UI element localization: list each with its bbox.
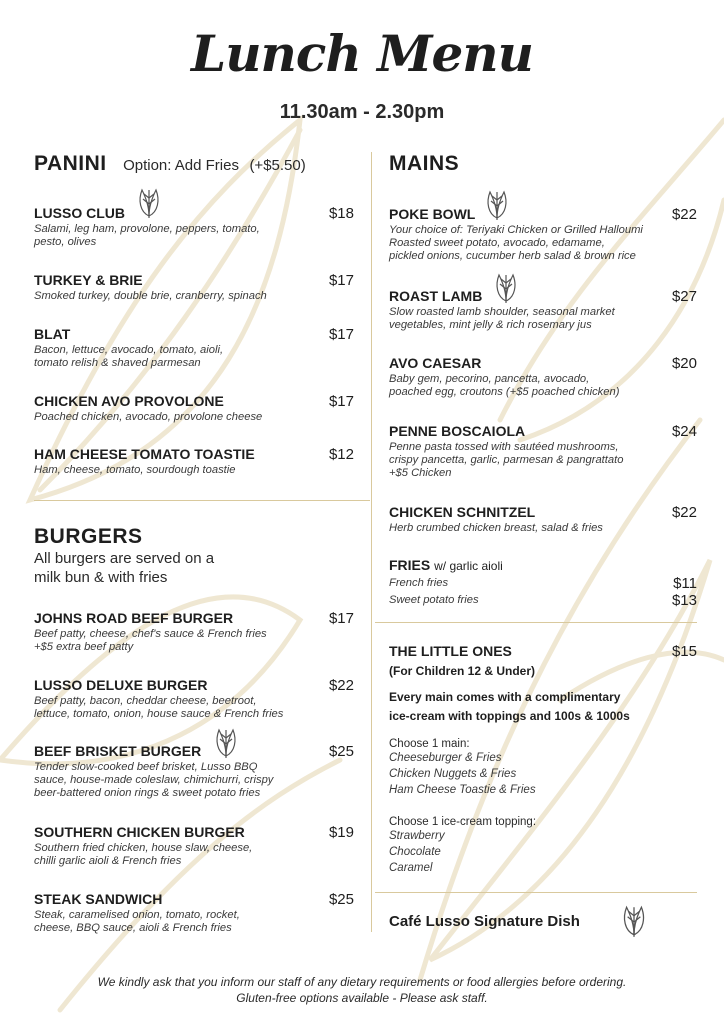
section-divider — [375, 622, 697, 623]
item-description: Tender slow-cooked beef brisket, Lusso BBQ sauce, house-made coleslaw, chimichurri, crispy beer-battered onion rings & sweet potato fries — [34, 761, 274, 799]
menu-item — [34, 272, 354, 303]
panini-option: Option: Add Fries — [123, 157, 239, 174]
item-price: $22 — [671, 206, 697, 223]
little-ones-title: THE LITTLE ONES — [389, 643, 512, 659]
item-name: BLAT — [34, 326, 71, 342]
menu-item — [34, 824, 354, 868]
item-name: PENNE BOSCAIOLA — [389, 423, 526, 439]
item-price: $17 — [328, 326, 354, 343]
item-name: AVO CAESAR — [389, 355, 482, 371]
burgers-title: BURGERS — [34, 525, 143, 548]
footer-gluten-free: Gluten-free options available - Please ask staff. — [236, 991, 488, 1005]
menu-item — [389, 355, 697, 399]
item-description: Penne pasta tossed with sautéed mushrooms, crispy pancetta, garlic, parmesan & pangrattato +$5 Chicken — [389, 441, 624, 479]
footer-allergy-notice: We kindly ask that you inform our staff of any dietary requirements or food allergies before ordering. — [97, 975, 627, 989]
item-name: ROAST LAMB — [389, 288, 483, 304]
item-description: Herb crumbed chicken breast, salad & fries — [389, 522, 603, 534]
little-ones-section — [389, 643, 697, 876]
panini-title: PANINI — [34, 152, 107, 175]
little-ones-price: $15 — [671, 643, 697, 660]
item-name: CHICKEN SCHNITZEL — [389, 504, 536, 520]
item-name: BEEF BRISKET BURGER — [34, 743, 202, 759]
page-title: Lunch Menu — [191, 24, 533, 83]
item-price: $17 — [328, 393, 354, 410]
fries-option: French fries $11 — [389, 575, 697, 592]
section-divider — [375, 892, 697, 893]
item-description: Your choice of: Teriyaki Chicken or Grilled Halloumi Roasted sweet potato, avocado, edamame, pickled onions, cucumber herb salad & brown rice — [389, 224, 643, 262]
choose-main-label: Choose 1 main: — [389, 738, 470, 750]
kids-main-list: Cheeseburger & Fries Chicken Nuggets & Fries Ham Cheese Toastie & Fries — [389, 752, 536, 796]
item-description: Poached chicken, avocado, provolone cheese — [34, 411, 263, 423]
item-name: LUSSO DELUXE BURGER — [34, 677, 208, 693]
item-description: Southern fried chicken, house slaw, cheese, chilli garlic aioli & French fries — [34, 842, 253, 867]
opening-hours: 11.30am - 2.30pm — [279, 101, 445, 123]
signature-dish-legend: Café Lusso Signature Dish — [389, 913, 580, 930]
item-description: Salami, leg ham, provolone, peppers, tomato, pesto, olives — [34, 223, 260, 248]
item-name: SOUTHERN CHICKEN BURGER — [34, 824, 245, 840]
fries-item — [389, 557, 697, 609]
item-name: CHICKEN AVO PROVOLONE — [34, 393, 224, 409]
menu-item — [389, 423, 697, 480]
item-price: $27 — [671, 288, 697, 305]
topping-list: Strawberry Chocolate Caramel — [389, 830, 445, 874]
menu-item — [34, 891, 354, 935]
item-price: $17 — [328, 610, 354, 627]
item-price: $17 — [328, 272, 354, 289]
column-divider — [371, 152, 372, 932]
item-description: Bacon, lettuce, avocado, tomato, aioli, tomato relish & shaved parmesan — [34, 344, 224, 369]
item-description: Steak, caramelised onion, tomato, rocket, cheese, BBQ sauce, aioli & French fries — [34, 909, 240, 934]
item-name: TURKEY & BRIE — [34, 272, 143, 288]
burgers-note: All burgers are served on a milk bun & with fries — [34, 550, 215, 586]
item-name: FRIES w/ garlic aioli — [389, 557, 503, 573]
panini-header — [34, 152, 306, 176]
item-description: Ham, cheese, tomato, sourdough toastie — [34, 464, 236, 476]
item-price: $25 — [328, 743, 354, 760]
item-price: $22 — [671, 504, 697, 521]
menu-item — [34, 326, 354, 370]
item-description: Baby gem, pecorino, pancetta, avocado, poached egg, croutons (+$5 poached chicken) — [389, 373, 620, 398]
menu-item — [34, 610, 354, 654]
item-name: LUSSO CLUB — [34, 205, 125, 221]
menu-item — [34, 205, 354, 249]
menu-item — [389, 504, 697, 535]
item-price: $22 — [328, 677, 354, 694]
item-description: Slow roasted lamb shoulder, seasonal market vegetables, mint jelly & rich rosemary jus — [389, 306, 615, 331]
item-description: Beef patty, cheese, chef's sauce & French fries +$5 extra beef patty — [34, 628, 267, 653]
item-name: STEAK SANDWICH — [34, 891, 163, 907]
little-ones-note: Every main comes with a complimentary ice-cream with toppings and 100s & 1000s — [389, 690, 630, 723]
signature-leaf-icon — [620, 903, 648, 939]
item-price: $12 — [328, 446, 354, 463]
menu-item — [34, 677, 354, 721]
item-price: $19 — [328, 824, 354, 841]
menu-item — [34, 393, 354, 424]
item-description: Smoked turkey, double brie, cranberry, spinach — [34, 290, 267, 302]
menu-item — [389, 206, 697, 263]
item-name: JOHNS ROAD BEEF BURGER — [34, 610, 234, 626]
fries-suffix: w/ garlic aioli — [434, 559, 503, 573]
little-ones-subtitle: (For Children 12 & Under) — [389, 664, 536, 678]
section-divider — [34, 500, 370, 501]
item-price: $18 — [328, 205, 354, 222]
item-name: POKE BOWL — [389, 206, 476, 222]
fries-option: Sweet potato fries $13 — [389, 592, 697, 609]
item-price: $25 — [328, 891, 354, 908]
choose-topping-label: Choose 1 ice-cream topping: — [389, 816, 537, 828]
menu-item — [389, 288, 697, 332]
item-description: Beef patty, bacon, cheddar cheese, beetroot, lettuce, tomato, onion, house sauce & French fries — [34, 695, 284, 720]
item-price: $20 — [671, 355, 697, 372]
mains-title: MAINS — [389, 152, 460, 175]
menu-item — [34, 446, 354, 477]
panini-option-price: (+$5.50) — [249, 157, 306, 174]
menu-item — [34, 743, 354, 800]
item-price: $24 — [671, 423, 697, 440]
item-name: HAM CHEESE TOMATO TOASTIE — [34, 446, 255, 462]
